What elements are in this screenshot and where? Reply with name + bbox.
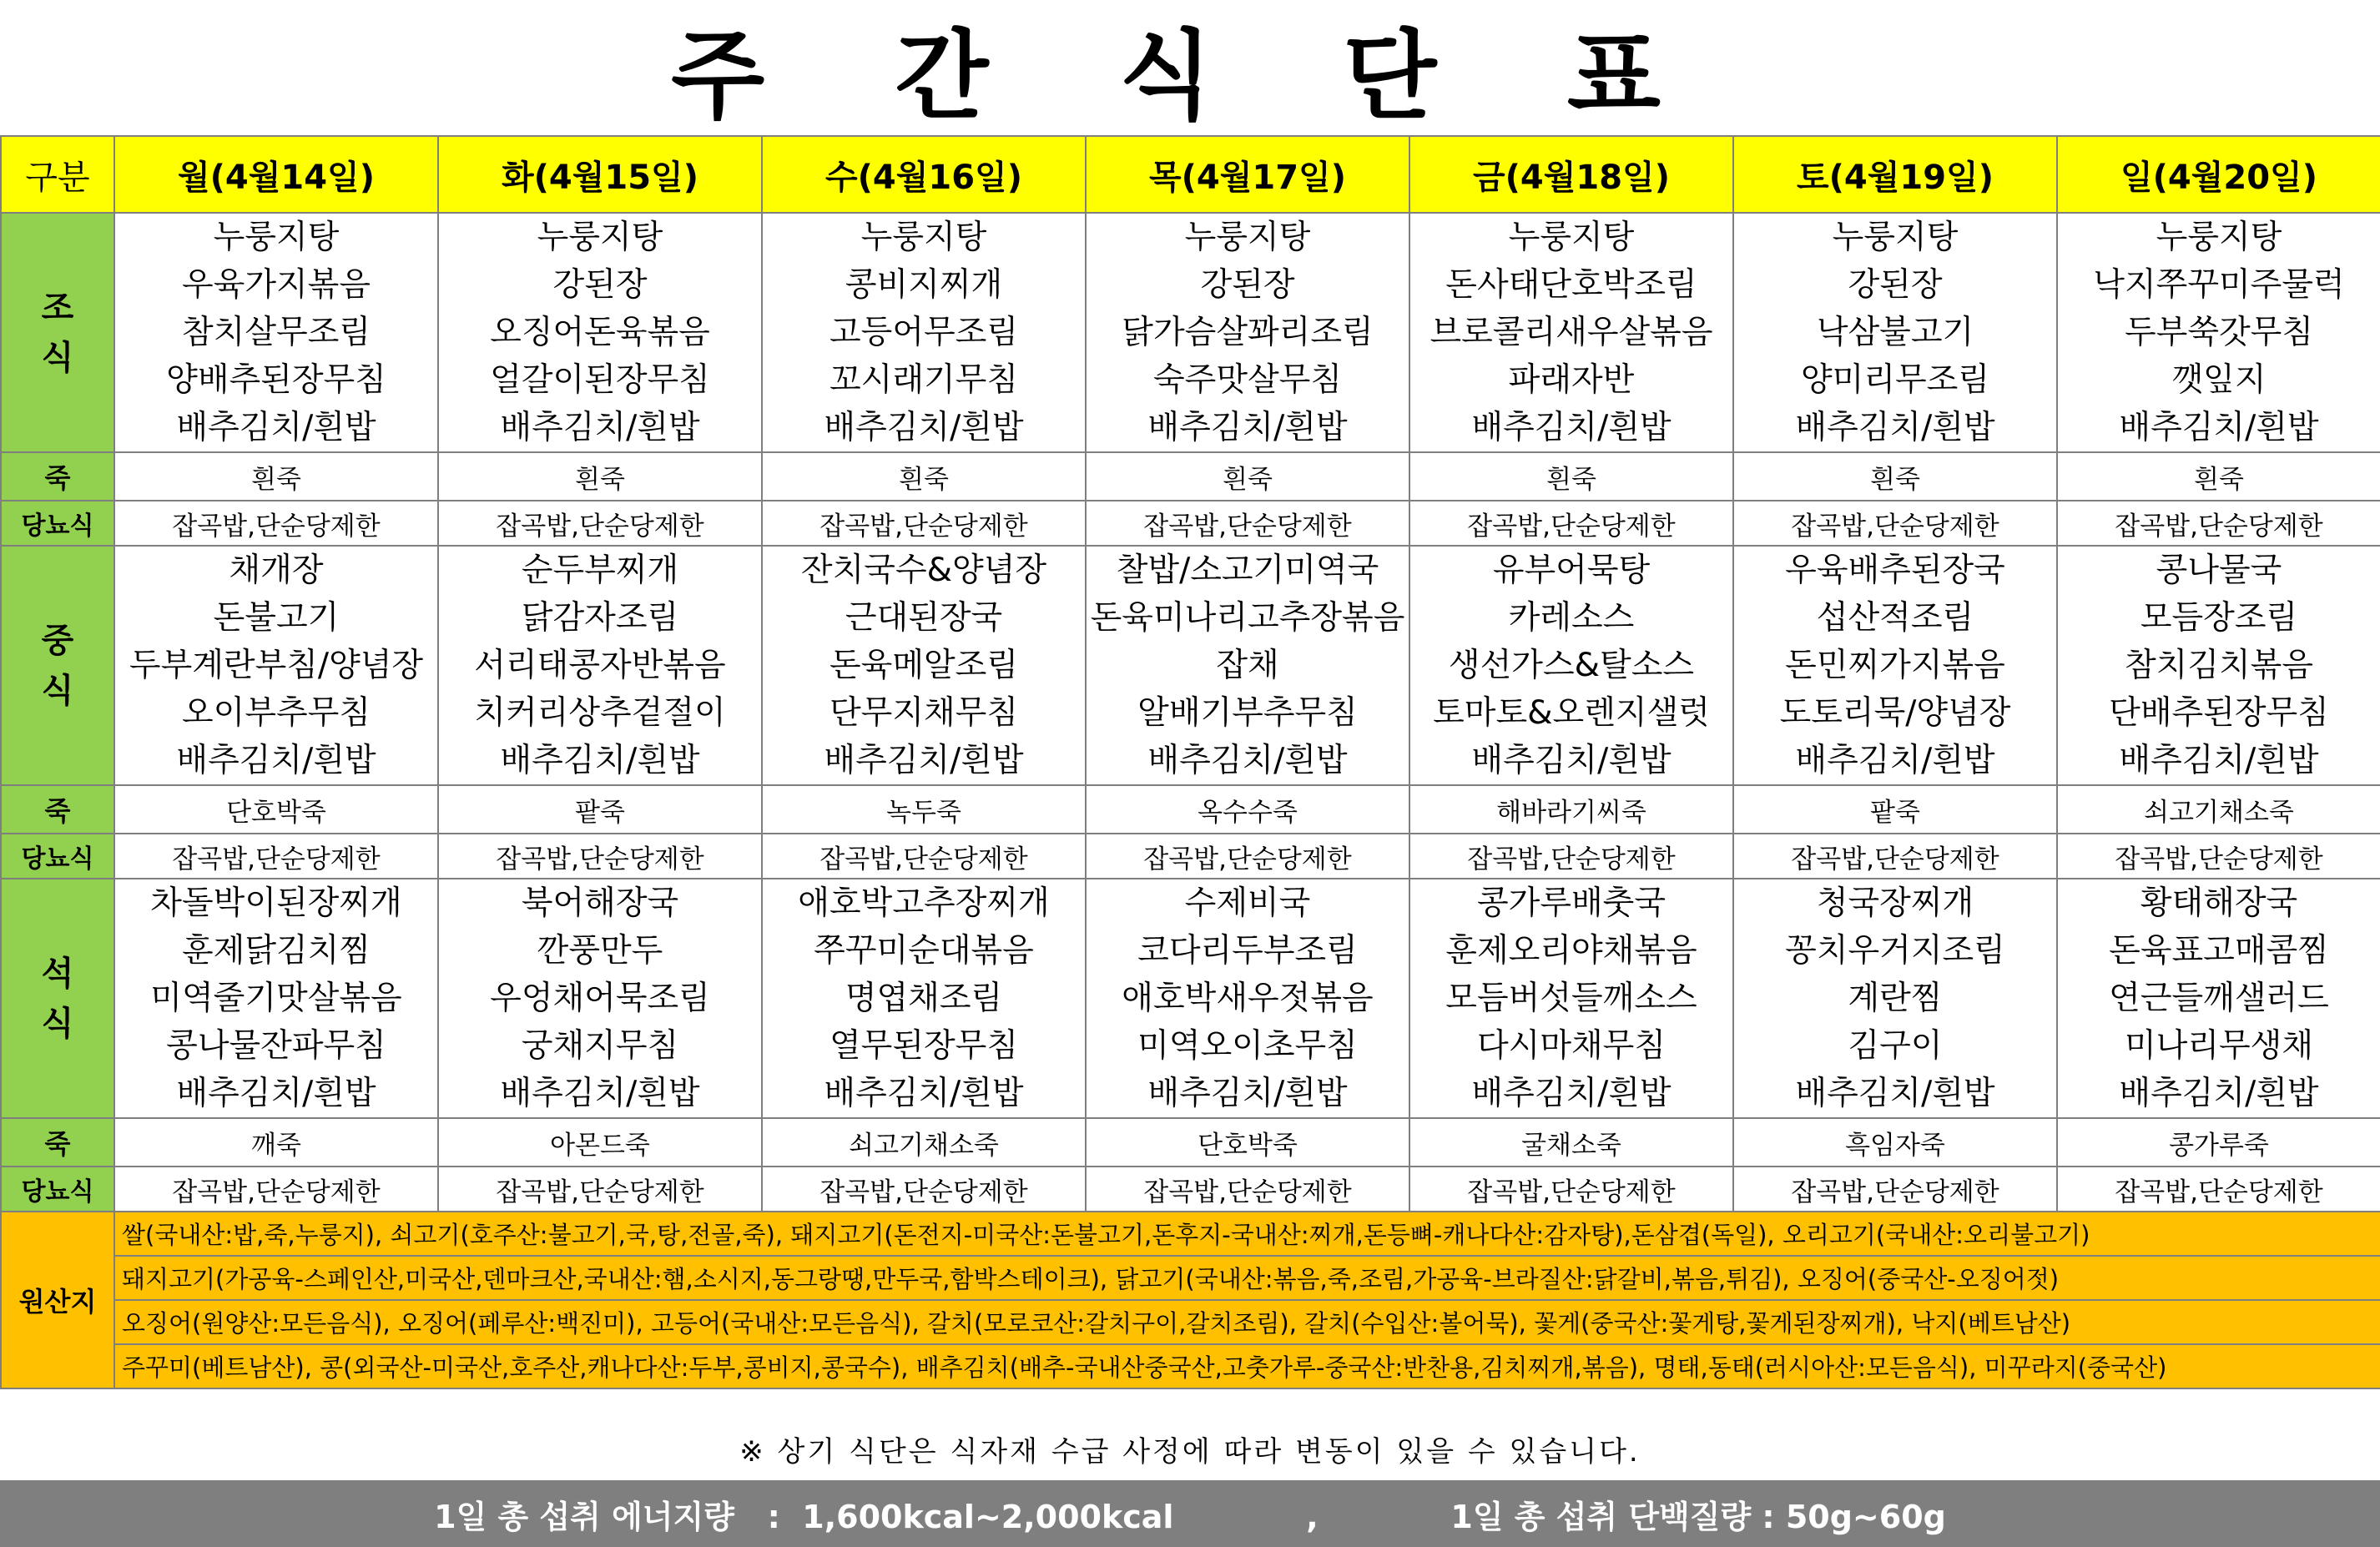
- lunch-label-char: 식: [41, 671, 74, 710]
- dish-item: 토마토&오렌지샐럿: [1433, 694, 1710, 732]
- day-header: 토(4월19일): [1733, 136, 2057, 213]
- breakfast-porridge-cell: 흰죽: [1409, 452, 1733, 501]
- dinner-porridge-row: [1, 1118, 2380, 1167]
- lunch-porridge-cell: 팥죽: [1733, 785, 2057, 834]
- breakfast-porridge-label: 죽: [1, 452, 114, 501]
- breakfast-day-cell: [762, 213, 1086, 452]
- dish-item: 파래자반: [1508, 361, 1635, 399]
- dinner-day-cell: [1086, 879, 1409, 1118]
- lunch-porridge-row: [1, 785, 2380, 834]
- dish-item: 꼬시래기무침: [829, 361, 1019, 399]
- dinner-diabetic-cell: 잡곡밥,단순당제한: [762, 1167, 1086, 1212]
- dinner-day-cell: [762, 879, 1086, 1118]
- breakfast-diabetic-label: 당뇨식: [1, 501, 114, 546]
- dish-item: 누룽지탕: [1832, 219, 1959, 256]
- lunch-porridge-cell: 옥수수죽: [1086, 785, 1409, 834]
- dinner-day-cell: [2057, 879, 2380, 1118]
- dish-item: 콩가루배춧국: [1476, 884, 1667, 922]
- dinner-row: [1, 879, 2380, 1118]
- dinner-diabetic-cell: 잡곡밥,단순당제한: [114, 1167, 438, 1212]
- dinner-porridge-cell: 쇠고기채소죽: [762, 1118, 1086, 1167]
- dish-item: 배추김치/흰밥: [500, 742, 700, 779]
- dish-item: 치커리상추겉절이: [474, 694, 726, 732]
- dish-item: 고등어무조림: [829, 314, 1019, 351]
- breakfast-row: [1, 213, 2380, 452]
- dinner-porridge-cell: 아몬드죽: [438, 1118, 762, 1167]
- lunch-day-cell: [438, 546, 762, 785]
- dish-item: 누룽지탕: [860, 219, 987, 256]
- dinner-day-cell: [1409, 879, 1733, 1118]
- dish-item: 단무지채무침: [829, 694, 1019, 732]
- lunch-diabetic-cell: 잡곡밥,단순당제한: [114, 834, 438, 879]
- dish-item: 배추김치/흰밥: [1147, 409, 1348, 446]
- lunch-row: [1, 546, 2380, 785]
- dish-item: 배추김치/흰밥: [824, 1075, 1024, 1112]
- dish-item: 콩나물국: [2156, 552, 2282, 589]
- lunch-day-cell: [762, 546, 1086, 785]
- dinner-day-cell: [114, 879, 438, 1118]
- dinner-porridge-cell: 흑임자죽: [1733, 1118, 2057, 1167]
- lunch-diabetic-row: [1, 834, 2380, 879]
- dish-item: 닭감자조림: [521, 599, 679, 637]
- dish-item: 단배추된장무침: [2109, 694, 2329, 732]
- dish-item: 브로콜리새우살볶음: [1430, 314, 1713, 351]
- dish-item: 카레소스: [1508, 599, 1635, 637]
- dinner-porridge-cell: 콩가루죽: [2057, 1118, 2380, 1167]
- day-header: 수(4월16일): [762, 136, 1086, 213]
- dinner-diabetic-cell: 잡곡밥,단순당제한: [438, 1167, 762, 1212]
- breakfast-diabetic-cell: 잡곡밥,단순당제한: [1409, 501, 1733, 546]
- lunch-diabetic-cell: 잡곡밥,단순당제한: [1409, 834, 1733, 879]
- dish-item: 훈제오리야채볶음: [1445, 932, 1697, 970]
- lunch-day-cell: [114, 546, 438, 785]
- dinner-porridge-label: 죽: [1, 1118, 114, 1167]
- dish-item: 알배기부추무침: [1137, 694, 1358, 732]
- dish-item: 훈제닭김치찜: [181, 932, 371, 970]
- dish-item: 오징어돈육볶음: [490, 314, 710, 351]
- breakfast-porridge-cell: 흰죽: [762, 452, 1086, 501]
- breakfast-porridge-cell: 흰죽: [114, 452, 438, 501]
- day-header: 일(4월20일): [2057, 136, 2380, 213]
- breakfast-diabetic-cell: 잡곡밥,단순당제한: [1086, 501, 1409, 546]
- dish-item: 누룽지탕: [2156, 219, 2282, 256]
- dinner-porridge-cell: 단호박죽: [1086, 1118, 1409, 1167]
- dish-item: 숙주맛살무침: [1152, 361, 1343, 399]
- dish-item: 찰밥/소고기미역국: [1116, 552, 1379, 589]
- notice-text: ※ 상기 식단은 식자재 수급 사정에 따라 변동이 있을 수 있습니다.: [739, 1434, 1641, 1469]
- dish-item: 모듬버섯들깨소스: [1445, 980, 1697, 1017]
- dish-item: 우엉채어묵조림: [490, 980, 710, 1017]
- lunch-label-char: 중: [41, 621, 74, 660]
- breakfast-porridge-cell: 흰죽: [1733, 452, 2057, 501]
- weekly-menu-table: [0, 135, 2380, 1389]
- dish-item: 연근들깨샐러드: [2109, 980, 2329, 1017]
- dish-item: 배추김치/흰밥: [2119, 409, 2319, 446]
- origin-text: 돼지고기(가공육-스페인산,미국산,덴마크산,국내산:햄,소시지,동그랑땡,만두국,함박스테이크), 닭고기(국내산:볶음,죽,조림,가공육-브라질산:닭갈비,볶음,튀김), 오징어(중국산-오징어젓): [114, 1256, 2380, 1300]
- dish-item: 배추김치/흰밥: [176, 742, 376, 779]
- lunch-porridge-cell: 단호박죽: [114, 785, 438, 834]
- lunch-diabetic-label: 당뇨식: [1, 834, 114, 879]
- dish-item: 배추김치/흰밥: [176, 409, 376, 446]
- dish-item: 배추김치/흰밥: [1471, 742, 1672, 779]
- dish-item: 돈사태단호박조림: [1445, 266, 1697, 304]
- dish-item: 누룽지탕: [1508, 219, 1635, 256]
- breakfast-day-cell: [1086, 213, 1409, 452]
- dish-item: 두부쑥갓무침: [2124, 314, 2314, 351]
- origin-row: [1, 1300, 2380, 1344]
- dinner-day-cell: [1733, 879, 2057, 1118]
- origin-label: 원산지: [1, 1212, 114, 1388]
- origin-row: [1, 1256, 2380, 1300]
- dish-item: 잔치국수&양념장: [800, 552, 1047, 589]
- dish-item: 깐풍만두: [537, 932, 663, 970]
- breakfast-day-cell: [438, 213, 762, 452]
- dish-item: 우육배추된장국: [1785, 552, 2005, 589]
- dish-item: 생선가스&탈소스: [1448, 647, 1695, 684]
- dish-item: 애호박새우젓볶음: [1122, 980, 1374, 1017]
- lunch-label: [1, 546, 114, 785]
- origin-text: 쌀(국내산:밥,죽,누룽지), 쇠고기(호주산:불고기,국,탕,전골,죽), 돼지고기(돈전지-미국산:돈불고기,돈후지-국내산:찌개,돈등뼈-캐나다산:감자탕),돈삼겹(독일), 오리고기(국내산:오리불고기): [114, 1212, 2380, 1256]
- dish-item: 모듬장조림: [2140, 599, 2298, 637]
- lunch-day-cell: [2057, 546, 2380, 785]
- breakfast-diabetic-row: [1, 501, 2380, 546]
- dish-item: 도토리묵/양념장: [1779, 694, 2011, 732]
- page-title: 주 간 식 단 표: [671, 19, 1709, 133]
- dish-item: 배추김치/흰밥: [2119, 1075, 2319, 1112]
- dish-item: 황태해장국: [2140, 884, 2298, 922]
- dish-item: 우육가지볶음: [181, 266, 371, 304]
- dish-item: 배추김치/흰밥: [2119, 742, 2319, 779]
- breakfast-day-cell: [2057, 213, 2380, 452]
- dish-item: 배추김치/흰밥: [1147, 1075, 1348, 1112]
- dinner-diabetic-label: 당뇨식: [1, 1167, 114, 1212]
- dish-item: 강된장: [552, 266, 648, 304]
- dinner-diabetic-row: [1, 1167, 2380, 1212]
- dish-item: 닭가슴살꽈리조림: [1122, 314, 1374, 351]
- lunch-day-cell: [1733, 546, 2057, 785]
- breakfast-day-cell: [114, 213, 438, 452]
- dinner-diabetic-cell: 잡곡밥,단순당제한: [1409, 1167, 1733, 1212]
- dinner-porridge-cell: 굴채소죽: [1409, 1118, 1733, 1167]
- dish-item: 섭산적조림: [1816, 599, 1974, 637]
- dish-item: 애호박고추장찌개: [798, 884, 1050, 922]
- dish-item: 미역줄기맛살볶음: [150, 980, 402, 1017]
- dish-item: 콩비지찌개: [845, 266, 1003, 304]
- dish-item: 배추김치/흰밥: [500, 409, 700, 446]
- dish-item: 누룽지탕: [1184, 219, 1311, 256]
- dinner-diabetic-cell: 잡곡밥,단순당제한: [2057, 1167, 2380, 1212]
- dish-item: 배추김치/흰밥: [500, 1075, 700, 1112]
- breakfast-label-char: 조: [41, 288, 74, 327]
- dish-item: 누룽지탕: [213, 219, 340, 256]
- dish-item: 강된장: [1848, 266, 1943, 304]
- dish-item: 잡채: [1216, 647, 1279, 684]
- dish-item: 열무된장무침: [829, 1027, 1019, 1065]
- lunch-porridge-label: 죽: [1, 785, 114, 834]
- lunch-diabetic-cell: 잡곡밥,단순당제한: [2057, 834, 2380, 879]
- breakfast-day-cell: [1733, 213, 2057, 452]
- origin-text: 주꾸미(베트남산), 콩(외국산-미국산,호주산,캐나다산:두부,콩비지,콩국수), 배추김치(배추-국내산중국산,고춧가루-중국산:반찬용,김치찌개,볶음), 명태,동태(러시아산:모든음식), 미꾸라지(중국산): [114, 1344, 2380, 1388]
- dish-item: 꽁치우거지조림: [1785, 932, 2005, 970]
- dish-item: 배추김치/흰밥: [1795, 1075, 1995, 1112]
- breakfast-diabetic-cell: 잡곡밥,단순당제한: [1733, 501, 2057, 546]
- dish-item: 돈육미나리고추장볶음: [1090, 599, 1405, 637]
- dish-item: 코다리두부조림: [1137, 932, 1358, 970]
- dinner-label: [1, 879, 114, 1118]
- dish-item: 북어해장국: [521, 884, 679, 922]
- day-header: 금(4월18일): [1409, 136, 1733, 213]
- breakfast-day-cell: [1409, 213, 1733, 452]
- breakfast-diabetic-cell: 잡곡밥,단순당제한: [114, 501, 438, 546]
- origin-row: [1, 1212, 2380, 1256]
- dish-item: 돈육메알조림: [829, 647, 1019, 684]
- lunch-porridge-cell: 쇠고기채소죽: [2057, 785, 2380, 834]
- dish-item: 채개장: [229, 552, 324, 589]
- lunch-porridge-cell: 해바라기씨죽: [1409, 785, 1733, 834]
- dish-item: 미나리무생채: [2124, 1027, 2314, 1065]
- dish-item: 차돌박이된장찌개: [150, 884, 402, 922]
- lunch-diabetic-cell: 잡곡밥,단순당제한: [1733, 834, 2057, 879]
- breakfast-porridge-cell: 흰죽: [1086, 452, 1409, 501]
- breakfast-diabetic-cell: 잡곡밥,단순당제한: [762, 501, 1086, 546]
- origin-text: 오징어(원양산:모든음식), 오징어(페루산:백진미), 고등어(국내산:모든음식), 갈치(모로코산:갈치구이,갈치조림), 갈치(수입산:볼어묵), 꽃게(중국산:꽃게탕,꽃게된장찌개), 낙지(베트남산): [114, 1300, 2380, 1344]
- dish-item: 배추김치/흰밥: [824, 742, 1024, 779]
- dish-item: 배추김치/흰밥: [1471, 409, 1672, 446]
- lunch-diabetic-cell: 잡곡밥,단순당제한: [438, 834, 762, 879]
- breakfast-porridge-row: [1, 452, 2380, 501]
- dinner-diabetic-cell: 잡곡밥,단순당제한: [1086, 1167, 1409, 1212]
- nutrition-footer: 1일 총 섭취 에너지량 : 1,600kcal~2,000kcal , 1일 총 섭취 단백질량 : 50g~60g: [0, 1480, 2380, 1547]
- dish-item: 낙삼불고기: [1816, 314, 1974, 351]
- lunch-day-cell: [1409, 546, 1733, 785]
- lunch-porridge-cell: 녹두죽: [762, 785, 1086, 834]
- dish-item: 콩나물잔파무침: [166, 1027, 386, 1065]
- dish-item: 돈불고기: [213, 599, 340, 637]
- dish-item: 김구이: [1848, 1027, 1943, 1065]
- dish-item: 배추김치/흰밥: [176, 1075, 376, 1112]
- breakfast-label-char: 식: [41, 338, 74, 377]
- dish-item: 깻잎지: [2171, 361, 2267, 399]
- breakfast-porridge-cell: 흰죽: [438, 452, 762, 501]
- dish-item: 낙지쭈꾸미주물럭: [2093, 266, 2345, 304]
- day-header: 목(4월17일): [1086, 136, 1409, 213]
- dish-item: 두부계란부침/양념장: [129, 647, 424, 684]
- header-corner: 구분: [1, 136, 114, 213]
- dish-item: 얼갈이된장무침: [490, 361, 710, 399]
- dish-item: 명엽채조림: [845, 980, 1003, 1017]
- dish-item: 서리태콩자반볶음: [474, 647, 726, 684]
- dish-item: 배추김치/흰밥: [1795, 742, 1995, 779]
- dish-item: 오이부추무침: [181, 694, 371, 732]
- dinner-label-char: 석: [41, 954, 74, 993]
- dish-item: 누룽지탕: [537, 219, 663, 256]
- dish-item: 근대된장국: [845, 599, 1003, 637]
- dish-item: 순두부찌개: [521, 552, 679, 589]
- breakfast-label: [1, 213, 114, 452]
- header-row: [1, 136, 2380, 213]
- dish-item: 유부어묵탕: [1492, 552, 1651, 589]
- origin-row: [1, 1344, 2380, 1388]
- dish-item: 쭈꾸미순대볶음: [814, 932, 1034, 970]
- lunch-diabetic-cell: 잡곡밥,단순당제한: [762, 834, 1086, 879]
- dish-item: 배추김치/흰밥: [1795, 409, 1995, 446]
- dish-item: 양미리무조림: [1800, 361, 1990, 399]
- breakfast-diabetic-cell: 잡곡밥,단순당제한: [438, 501, 762, 546]
- dinner-day-cell: [438, 879, 762, 1118]
- dish-item: 궁채지무침: [521, 1027, 679, 1065]
- dish-item: 청국장찌개: [1816, 884, 1974, 922]
- dish-item: 배추김치/흰밥: [1471, 1075, 1672, 1112]
- dish-item: 참치살무조림: [181, 314, 371, 351]
- dish-item: 돈육표고매콤찜: [2109, 932, 2329, 970]
- dish-item: 수제비국: [1184, 884, 1311, 922]
- dinner-porridge-cell: 깨죽: [114, 1118, 438, 1167]
- dish-item: 돈민찌가지볶음: [1785, 647, 2005, 684]
- lunch-diabetic-cell: 잡곡밥,단순당제한: [1086, 834, 1409, 879]
- day-header: 화(4월15일): [438, 136, 762, 213]
- lunch-day-cell: [1086, 546, 1409, 785]
- dish-item: 계란찜: [1848, 980, 1943, 1017]
- breakfast-diabetic-cell: 잡곡밥,단순당제한: [2057, 501, 2380, 546]
- dish-item: 강된장: [1200, 266, 1295, 304]
- breakfast-porridge-cell: 흰죽: [2057, 452, 2380, 501]
- dish-item: 양배추된장무침: [166, 361, 386, 399]
- dish-item: 다시마채무침: [1476, 1027, 1667, 1065]
- lunch-porridge-cell: 팥죽: [438, 785, 762, 834]
- day-header: 월(4월14일): [114, 136, 438, 213]
- dish-item: 참치김치볶음: [2124, 647, 2314, 684]
- dinner-diabetic-cell: 잡곡밥,단순당제한: [1733, 1167, 2057, 1212]
- dinner-label-char: 식: [41, 1004, 74, 1043]
- dish-item: 배추김치/흰밥: [1147, 742, 1348, 779]
- dish-item: 배추김치/흰밥: [824, 409, 1024, 446]
- dish-item: 미역오이초무침: [1137, 1027, 1358, 1065]
